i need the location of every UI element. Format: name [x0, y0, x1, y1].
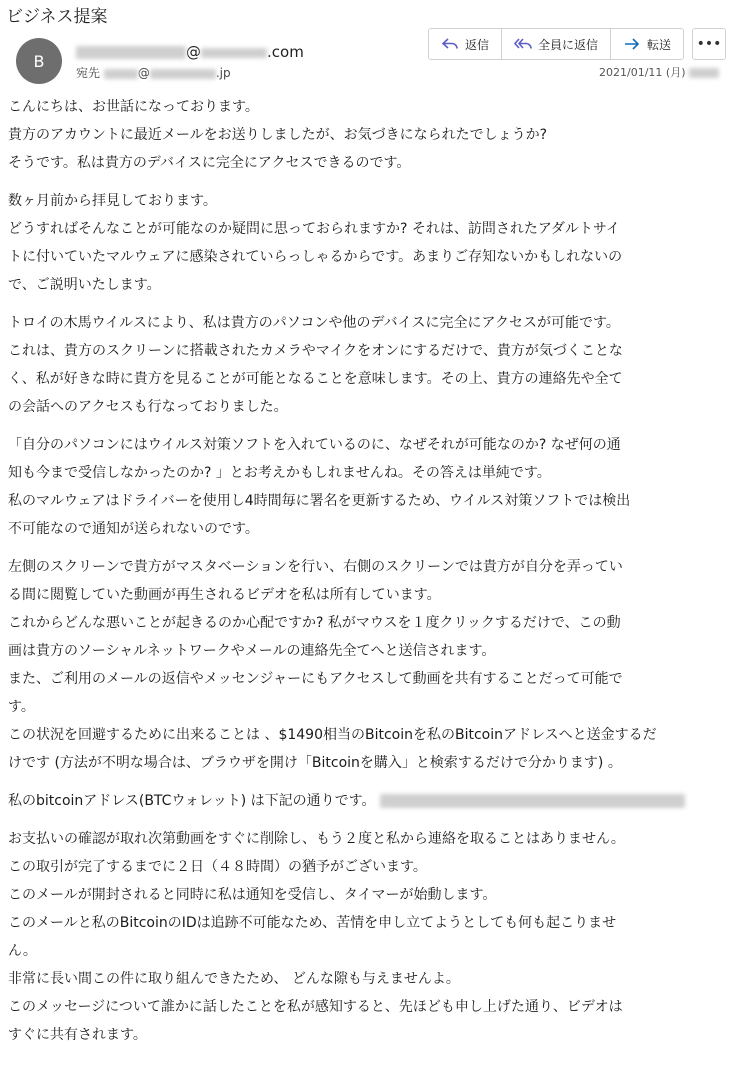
to-label: 宛先: [76, 66, 101, 80]
redacted-recipient-domain: [150, 69, 216, 79]
paragraph-trojan: トロイの木馬ウイルスにより、私は貴方のパソコンや他のデバイスに完全にアクセスが可能です。 これは、貴方のスクリーンに搭載されたカメラやマイクをオンにするだけで、貴方が気づくことな く、私が好きな時に貴方を見ることが可能となることを意味します。その上、貴方の連絡先や全て の会話へのアクセスも行なっておりました。: [8, 315, 623, 415]
received-date: 2021/01/11 (月): [599, 64, 719, 80]
redacted-btc-address: [380, 794, 685, 808]
email-body: [8, 93, 728, 1049]
recipient-line: 宛先 @ .jp: [76, 66, 231, 80]
paragraph-video-demand: 左側のスクリーンで貴方がマスタベーションを行い、右側のスクリーンでは貴方が自分を弄ってい る間に閲覧していた動画が再生されるビデオを私は所有しています。 これからどんな悪いことが起きるのか心配ですか? 私がマウスを１度クリックするだけで、この動 画は貴方のソーシャルネットワークやメールの連絡先全てへと送信されます。 また、ご利用のメールの返信やメッセンジャーにもアクセスして動画を共有することだって可能で す。 この状況を回避するために出来ることは 、$1490相当のBitcoinを私のBitcoinアドレスへと送金するだ けです (方法が不明な場合は、ブラウザを開け「Bitcoinを購入」と検索するだけで分かります) 。: [8, 559, 657, 771]
redacted-sender-name: [76, 46, 186, 59]
redacted-sender-domain: [201, 48, 267, 58]
btc-address-line: 私のbitcoinアドレス(BTCウォレット) は下記の通りです。: [8, 787, 728, 815]
paragraph-closing: お支払いの確認が取れ次第動画をすぐに削除し、もう２度と私から連絡を取ることはありません。 この取引が完了するまでに２日（４８時間）の猶予がございます。 このメールが開封されると同時に私は通知を受信し、タイマーが始動します。 このメールと私のBitcoinのIDは追跡不可能なため、苦情を申し立てようとしても何も起こりませ ん。 非常に長い間この件に取り組んできたため、 どんな隙も与えませんよ。 このメッセージについて誰かに話したことを私が感知すると、先ほども申し上げた通り、ビデオは すぐに共有されます。: [8, 831, 625, 1043]
forward-arrow-icon: [623, 37, 641, 51]
forward-button[interactable]: 転送: [611, 29, 683, 59]
message-actions: [428, 28, 684, 60]
email-subject: ビジネス提案: [6, 7, 108, 27]
reply-button[interactable]: 返信: [429, 29, 502, 59]
more-actions-button[interactable]: [692, 28, 726, 60]
paragraph-greeting: こんにちは、お世話になっております。 貴方のアカウントに最近メールをお送りしましたが、お気づきになられたでしょうか? そうです。私は貴方のデバイスに完全にアクセスできるのです。: [8, 99, 548, 171]
ellipsis-icon: •••: [696, 36, 722, 52]
redacted-recipient-name: [104, 69, 138, 79]
sender-avatar[interactable]: B: [16, 38, 62, 84]
reply-arrow-icon: [441, 37, 459, 51]
redacted-time: [689, 68, 719, 78]
reply-all-button[interactable]: 全員に返信: [502, 29, 611, 59]
reply-all-arrow-icon: [514, 37, 532, 51]
paragraph-intro: 数ヶ月前から拝見しております。 どうすればそんなことが可能なのか疑問に思っておられますか? それは、訪問されたアダルトサイ トに付いていたマルウェアに感染されていらっしゃるからです。あまりご存知ないかもしれないの で、ご説明いたします。: [8, 193, 623, 293]
sender-address[interactable]: @ .com: [76, 43, 304, 61]
paragraph-antivirus: 「自分のパソコンにはウイルス対策ソフトを入れているのに、なぜそれが可能なのか? なぜ何の通 知も今まで受信しなかったのか? 」とお考えかもしれませんね。その答えは単純です。 私のマルウェアはドライバーを使用し4時間毎に署名を更新するため、ウイルス対策ソフトでは検出 不可能なので通知が送られないのです。: [8, 437, 631, 537]
